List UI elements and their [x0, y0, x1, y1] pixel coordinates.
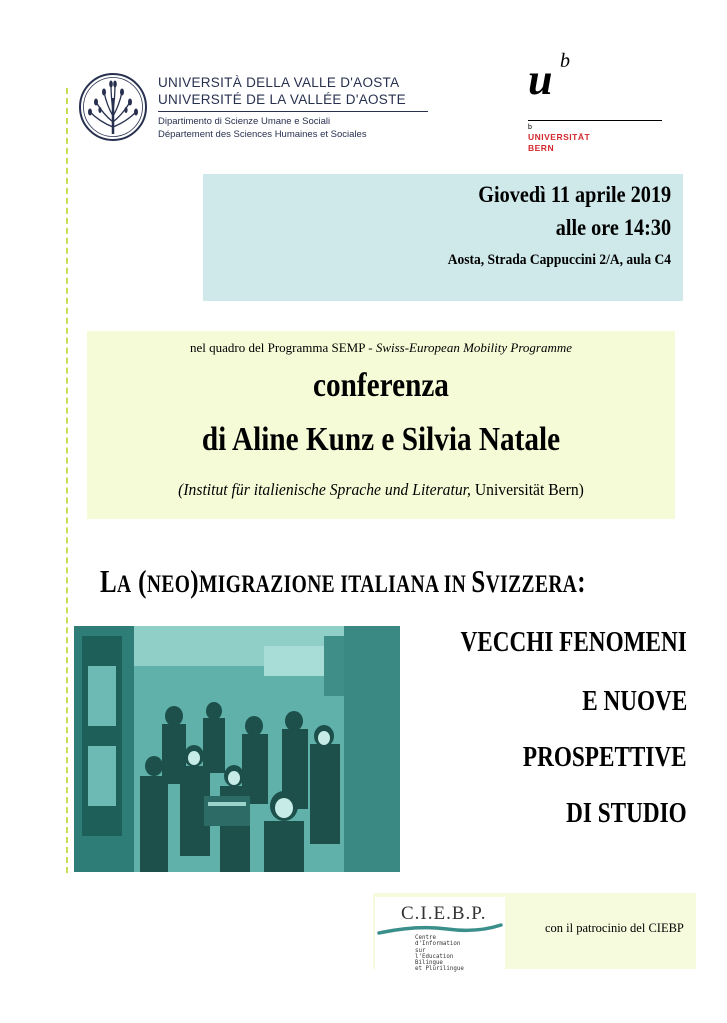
talk-title: [100, 563, 586, 600]
ciebp-name-line: Centre: [415, 935, 436, 941]
context-prefix: nel quadro del Programma SEMP -: [189, 340, 376, 355]
talk-subtitle-line: VECCHI FENOMENI: [460, 626, 687, 658]
conference-box: [87, 331, 675, 519]
ciebp-name-line: d'Information: [415, 941, 461, 948]
aosta-divider: [158, 111, 428, 112]
ciebp-name-line: sur: [415, 947, 426, 954]
bern-university-logo: [528, 50, 664, 160]
sponsor-box: [373, 893, 696, 973]
event-location: Aosta, Strada Cappuccini 2/A, aula C4: [447, 252, 671, 268]
title-part: A: [117, 571, 132, 598]
aosta-name-fr: UNIVERSITÉ DE LA VALLÉE D'AOSTE: [158, 92, 406, 107]
bern-divider: [528, 120, 662, 121]
bern-small-b: b: [528, 124, 532, 131]
title-part: MIGRAZIONE ITALIANA IN: [198, 571, 472, 598]
talk-subtitle-line: E NUOVE: [581, 685, 687, 717]
historic-train-station-photo: [74, 626, 400, 872]
talk-subtitle-line: DI STUDIO: [566, 797, 687, 829]
title-part: NEO: [146, 571, 191, 598]
conference-institution: [111, 480, 652, 500]
aosta-university-header: [78, 72, 430, 144]
event-date: Giovedì 11 aprile 2019: [478, 182, 671, 207]
institution-suffix: Universität Bern): [474, 480, 584, 499]
aosta-name-it: UNIVERSITÀ DELLA VALLE D'AOSTA: [158, 75, 400, 90]
ciebp-name-line: l'Education: [415, 953, 454, 960]
aosta-dept-fr: Département des Sciences Humaines et Sociales: [158, 129, 367, 140]
patronage-text: con il patrocinio del CIEBP: [545, 921, 684, 935]
ciebp-name-line: et Plurilingue: [415, 966, 464, 973]
title-part: :: [577, 563, 586, 599]
ciebp-acronym: C.I.E.B.P.: [401, 903, 487, 924]
bern-logo-b: b: [560, 50, 570, 72]
title-part: L: [100, 563, 118, 599]
ciebp-logo: [375, 897, 505, 973]
ciebp-name-line: Bilingue: [415, 960, 443, 967]
context-program: Swiss-European Mobility Programme: [375, 340, 572, 355]
title-part: VIZZERA: [485, 571, 578, 598]
conference-title: conferenza: [313, 367, 449, 404]
title-part: ): [190, 563, 199, 599]
decorative-dashed-line: [66, 88, 68, 873]
photo-illustration: [74, 626, 400, 872]
bern-name-line1: UNIVERSITÄT: [528, 132, 591, 142]
conference-context: [87, 340, 675, 356]
institution-prefix: (Institut für italienische Sprache und Literatur,: [178, 480, 475, 499]
event-date-box: [203, 174, 683, 301]
tree-logo-icon: [78, 72, 148, 142]
talk-subtitle-line: PROSPETTIVE: [523, 741, 687, 773]
bern-name-line2: BERN: [528, 143, 555, 153]
bern-logo-u: u: [528, 55, 553, 104]
title-part: (: [131, 563, 147, 599]
title-part: S: [471, 563, 486, 599]
event-time: alle ore 14:30: [555, 215, 671, 240]
conference-speakers: di Aline Kunz e Silvia Natale: [201, 421, 561, 458]
ciebp-full-name: [415, 935, 464, 973]
aosta-dept-it: Dipartimento di Scienze Umane e Sociali: [158, 116, 331, 127]
